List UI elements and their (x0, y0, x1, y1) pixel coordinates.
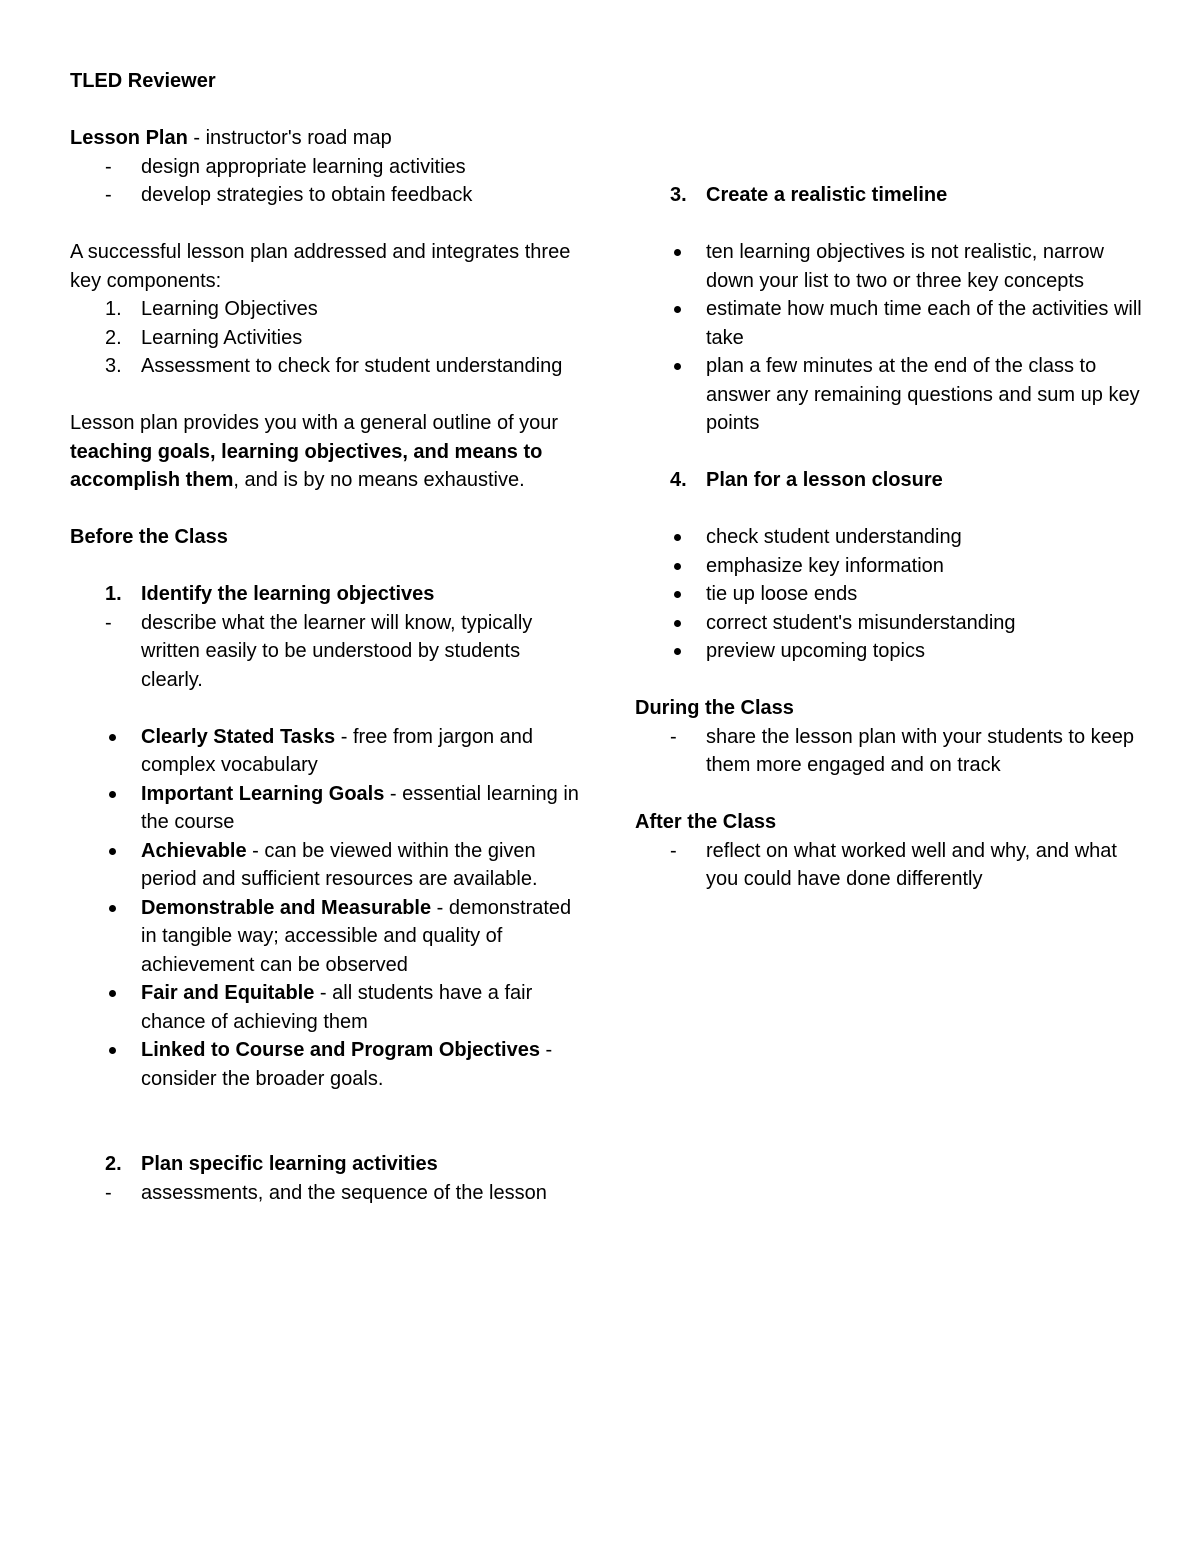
lesson-plan-definition-text: - instructor's road map (187, 127, 392, 149)
dash-item-text: share the lesson plan with your students to keep them more engaged and on track (706, 725, 1135, 776)
bullet-dot (109, 1047, 116, 1054)
dash-item (635, 837, 1145, 894)
numbered-item-text: Learning Objectives (141, 298, 318, 320)
numbered-item (70, 324, 580, 353)
dash-item (70, 153, 580, 182)
bullet-dot (109, 791, 116, 798)
step-number: 3. (670, 184, 687, 206)
step-number: 2. (105, 1153, 122, 1175)
numbered-item (70, 352, 580, 381)
bullet-dot (674, 648, 681, 655)
bullet-dot (109, 848, 116, 855)
after-class-heading: After the Class (635, 811, 777, 833)
lesson-plan-term: Lesson Plan (70, 127, 188, 149)
lesson-plan-definition (70, 124, 580, 153)
bullet-item (635, 352, 1145, 438)
step-heading (635, 181, 1145, 210)
dash-marker: - (105, 155, 112, 178)
dash-item-text: reflect on what worked well and why, and what you could have done differently (706, 839, 1117, 890)
numbered-item-text: Assessment to check for student understanding (141, 355, 563, 377)
dash-item-text: describe what the learner will know, typically written easily to be understood by students clearly. (141, 611, 533, 691)
dash-item-text: assessments, and the sequence of the lesson (141, 1181, 547, 1204)
bullet-text: - essential learning in the course (141, 782, 579, 833)
bullet-text: tie up loose ends (706, 583, 858, 605)
dash-item-text: design appropriate learning activities (141, 155, 466, 178)
step-heading (70, 1150, 580, 1179)
number-marker: 1. (105, 298, 122, 320)
bullet-term: Linked to Course and Program Objectives (141, 1039, 540, 1061)
bullet-dot (674, 363, 681, 370)
bullet-dot (109, 990, 116, 997)
page-title: TLED Reviewer (70, 70, 216, 92)
bullet-term: Demonstrable and Measurable (141, 896, 432, 919)
step-number: 4. (670, 469, 687, 491)
dash-marker: - (105, 611, 112, 634)
dash-item (635, 723, 1145, 780)
number-marker: 3. (105, 355, 122, 377)
bullet-item (635, 295, 1145, 352)
bullet-dot (674, 563, 681, 570)
outline-text: Lesson plan provides you with a general outline of your (70, 412, 559, 434)
bullet-term: Achievable (141, 839, 247, 862)
dash-item (70, 181, 580, 210)
step-title: Identify the learning objectives (141, 583, 435, 605)
bullet-dot (674, 534, 681, 541)
numbered-item-text: Learning Activities (141, 326, 303, 349)
step-heading (70, 580, 580, 609)
bullet-term: Fair and Equitable (141, 982, 315, 1004)
bullet-item (635, 552, 1145, 581)
bullet-item (635, 580, 1145, 609)
bullet-item (635, 523, 1145, 552)
dash-item-text: develop strategies to obtain feedback (141, 184, 473, 206)
dash-marker: - (670, 725, 677, 748)
dash-marker: - (105, 184, 112, 206)
bullet-item (635, 637, 1145, 666)
step-title: Plan for a lesson closure (706, 469, 943, 491)
during-class-heading: During the Class (635, 697, 794, 719)
step-title: Plan specific learning activities (141, 1153, 438, 1175)
bullet-item (70, 979, 580, 1036)
left-column (70, 67, 580, 1207)
bullet-term: Clearly Stated Tasks (141, 725, 336, 748)
bullet-item (70, 1036, 580, 1093)
bullet-item (70, 894, 580, 980)
bullet-dot (674, 591, 681, 598)
bullet-text: - demonstrated in tangible way; accessible and quality of achievement can be observed (141, 896, 572, 976)
bullet-term: Important Learning Goals (141, 782, 385, 805)
bullet-text: - consider the broader goals. (141, 1039, 553, 1090)
before-class-heading: Before the Class (70, 526, 228, 548)
dash-marker: - (105, 1181, 112, 1204)
step-title: Create a realistic timeline (706, 184, 948, 206)
bullet-text: - can be viewed within the given period and sufficient resources are available. (141, 839, 538, 890)
right-column (635, 181, 1145, 894)
bullet-text: - free from jargon and complex vocabulary (141, 725, 534, 776)
bullet-dot (109, 734, 116, 741)
bullet-item (635, 238, 1145, 295)
bullet-text: preview upcoming topics (706, 640, 925, 662)
numbered-item (70, 295, 580, 324)
number-marker: 2. (105, 326, 122, 349)
bullet-dot (674, 249, 681, 256)
step-heading (635, 466, 1145, 495)
outline-bold-text: teaching goals, learning objectives, and means to accomplish them (70, 440, 543, 491)
bullet-text: emphasize key information (706, 554, 944, 577)
bullet-item (70, 837, 580, 894)
bullet-text: plan a few minutes at the end of the class to answer any remaining questions and sum up key points (706, 355, 1140, 434)
dash-item (70, 1179, 580, 1208)
bullet-text: estimate how much time each of the activities will take (706, 298, 1142, 349)
bullet-text: - all students have a fair chance of achieving them (141, 982, 533, 1033)
components-intro: A successful lesson plan addressed and integrates three key components: (70, 241, 571, 292)
bullet-text: check student understanding (706, 526, 962, 548)
bullet-item (635, 609, 1145, 638)
dash-marker: - (670, 839, 677, 862)
bullet-dot (109, 905, 116, 912)
outline-paragraph (70, 409, 580, 495)
bullet-dot (674, 306, 681, 313)
bullet-item (70, 780, 580, 837)
bullet-dot (674, 620, 681, 627)
step-number: 1. (105, 583, 122, 605)
bullet-text: ten learning objectives is not realistic, narrow down your list to two or three key concepts (706, 241, 1104, 292)
outline-text-end: , and is by no means exhaustive. (233, 469, 525, 491)
dash-item (70, 609, 580, 695)
bullet-item (70, 723, 580, 780)
bullet-text: correct student's misunderstanding (706, 611, 1016, 634)
